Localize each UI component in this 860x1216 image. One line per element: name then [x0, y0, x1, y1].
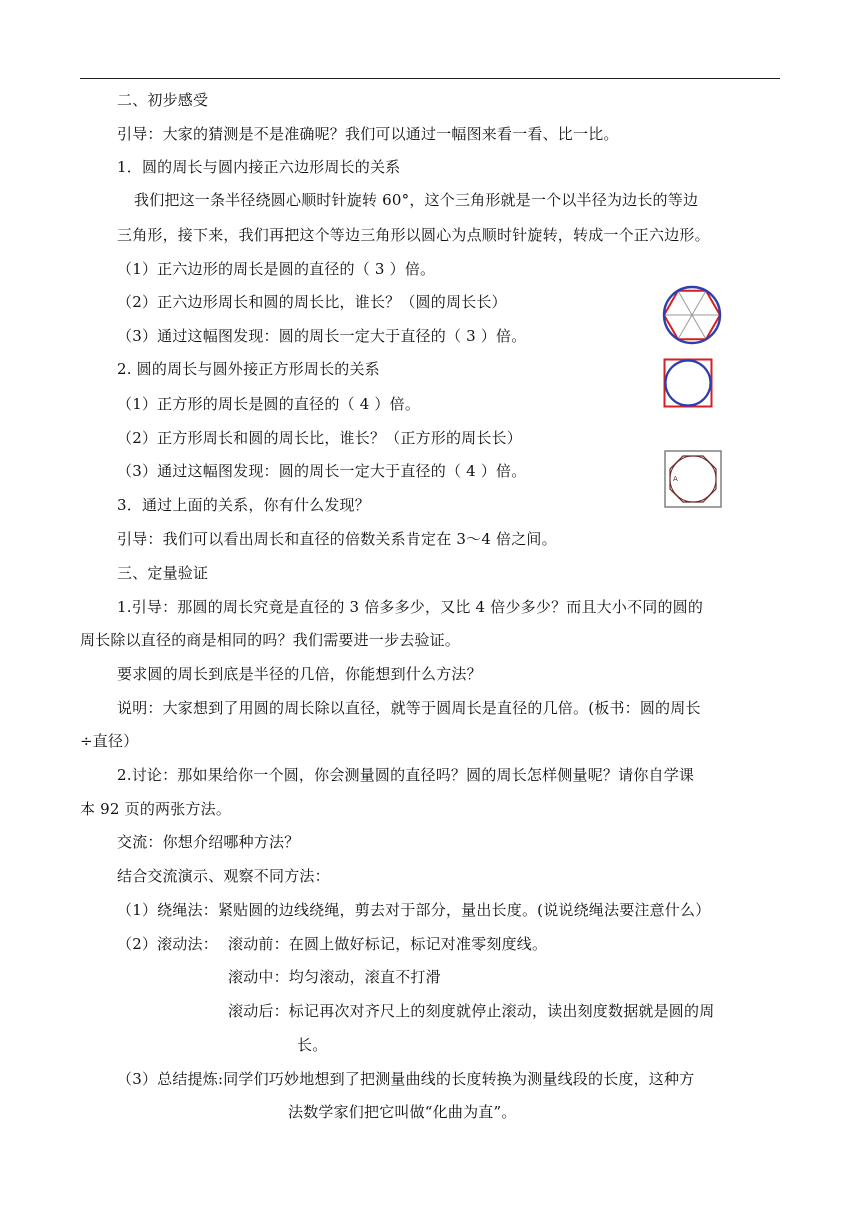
method-rolling-during: 滚动中：均匀滚动，滚直不打滑 [228, 968, 441, 986]
demonstration-intro: 结合交流演示、观察不同方法： [117, 867, 330, 885]
hexagon-in-circle-figure [660, 283, 724, 347]
hexagon-text-line1: 我们把这一条半径绕圆心顺时针旋转 60°，这个三角形就是一个以半径为边长的等边 [134, 191, 699, 209]
exchange-question: 交流：你想介绍哪种方法？ [117, 833, 300, 851]
octagon-figure [664, 450, 722, 508]
summary-line2: 法数学家们把它叫做“化曲为直”。 [288, 1103, 517, 1121]
discussion-line1: 2.讨论：那如果给你一个圆，你会测量圆的直径吗？圆的周长怎样侧量呢？请你自学课 [117, 766, 695, 784]
header-rule [80, 78, 780, 79]
intro-paragraph: 引导：大家的猜测是不是准确呢？我们可以通过一幅图来看一看、比一比。 [117, 125, 619, 143]
hexagon-question-1: （1）正六边形的周长是圆的直径的（ 3 ）倍。 [117, 260, 436, 278]
square-circle [666, 361, 711, 406]
square-around-circle-figure [663, 358, 713, 408]
hexagon-text-line2: 三角形，接下来，我们再把这个等边三角形以圆心为点顺时针旋转，转成一个正六边形。 [117, 226, 710, 244]
range-guide: 引导：我们可以看出周长和直径的倍数关系肯定在 3～4 倍之间。 [117, 530, 557, 548]
hexagon-question-2: （2）正六边形周长和圆的周长比，谁长？（圆的周长长） [117, 293, 507, 311]
explanation-line1: 说明：大家想到了用圆的周长除以直径，就等于圆周长是直径的几倍。(板书：圆的周长 [117, 699, 701, 717]
verify-guide-line2: 周长除以直径的商是相同的吗？我们需要进一步去验证。 [80, 631, 461, 649]
method-rolling-after-line2: 长。 [297, 1036, 328, 1054]
hexagon-spokes [664, 291, 720, 339]
section-title-3: 三、定量验证 [117, 564, 209, 582]
square-question-2: （2）正方形周长和圆的周长比，谁长？（正方形的周长长） [117, 429, 522, 447]
subsection-title-3: 3．通过上面的关系，你有什么发现？ [117, 496, 370, 514]
method-rolling-after-line1: 滚动后：标记再次对齐尺上的刻度就停止滚动，读出刻度数据就是圆的周 [228, 1002, 715, 1020]
hexagon-question-3: （3）通过这幅图发现：圆的周长一定大于直径的（ 3 ）倍。 [117, 327, 527, 345]
subsection-title-1: 1．圆的周长与圆内接正六边形周长的关系 [117, 158, 401, 176]
section-title-2: 二、初步感受 [117, 91, 209, 109]
summary-line1: （3）总结提炼:同学们巧妙地想到了把测量曲线的长度转换为测量线段的长度，这种方 [117, 1070, 695, 1088]
octagon-label: A [673, 475, 678, 483]
subsection-title-2: 2. 圆的周长与圆外接正方形周长的关系 [117, 360, 380, 378]
verify-guide-line1: 1.引导：那圆的周长究竟是直径的 3 倍多多少，又比 4 倍少多少？而且大小不同的圆的 [117, 598, 704, 616]
method-rolling-label: （2）滚动法： [117, 935, 218, 953]
square-question-1: （1）正方形的周长是圆的直径的（ 4 ）倍。 [117, 395, 421, 413]
discussion-line2: 本 92 页的两张方法。 [80, 800, 232, 818]
method-rope: （1）绕绳法：紧贴圆的边线绕绳，剪去对于部分，量出长度。(说说绕绳法要注意什么） [117, 901, 711, 919]
verify-question: 要求圆的周长到底是半径的几倍，你能想到什么方法？ [117, 665, 482, 683]
explanation-line2: ÷直径） [80, 732, 139, 750]
method-rolling-before: 滚动前：在圆上做好标记，标记对准零刻度线。 [228, 935, 548, 953]
square-question-3: （3）通过这幅图发现：圆的周长一定大于直径的（ 4 ）倍。 [117, 462, 527, 480]
